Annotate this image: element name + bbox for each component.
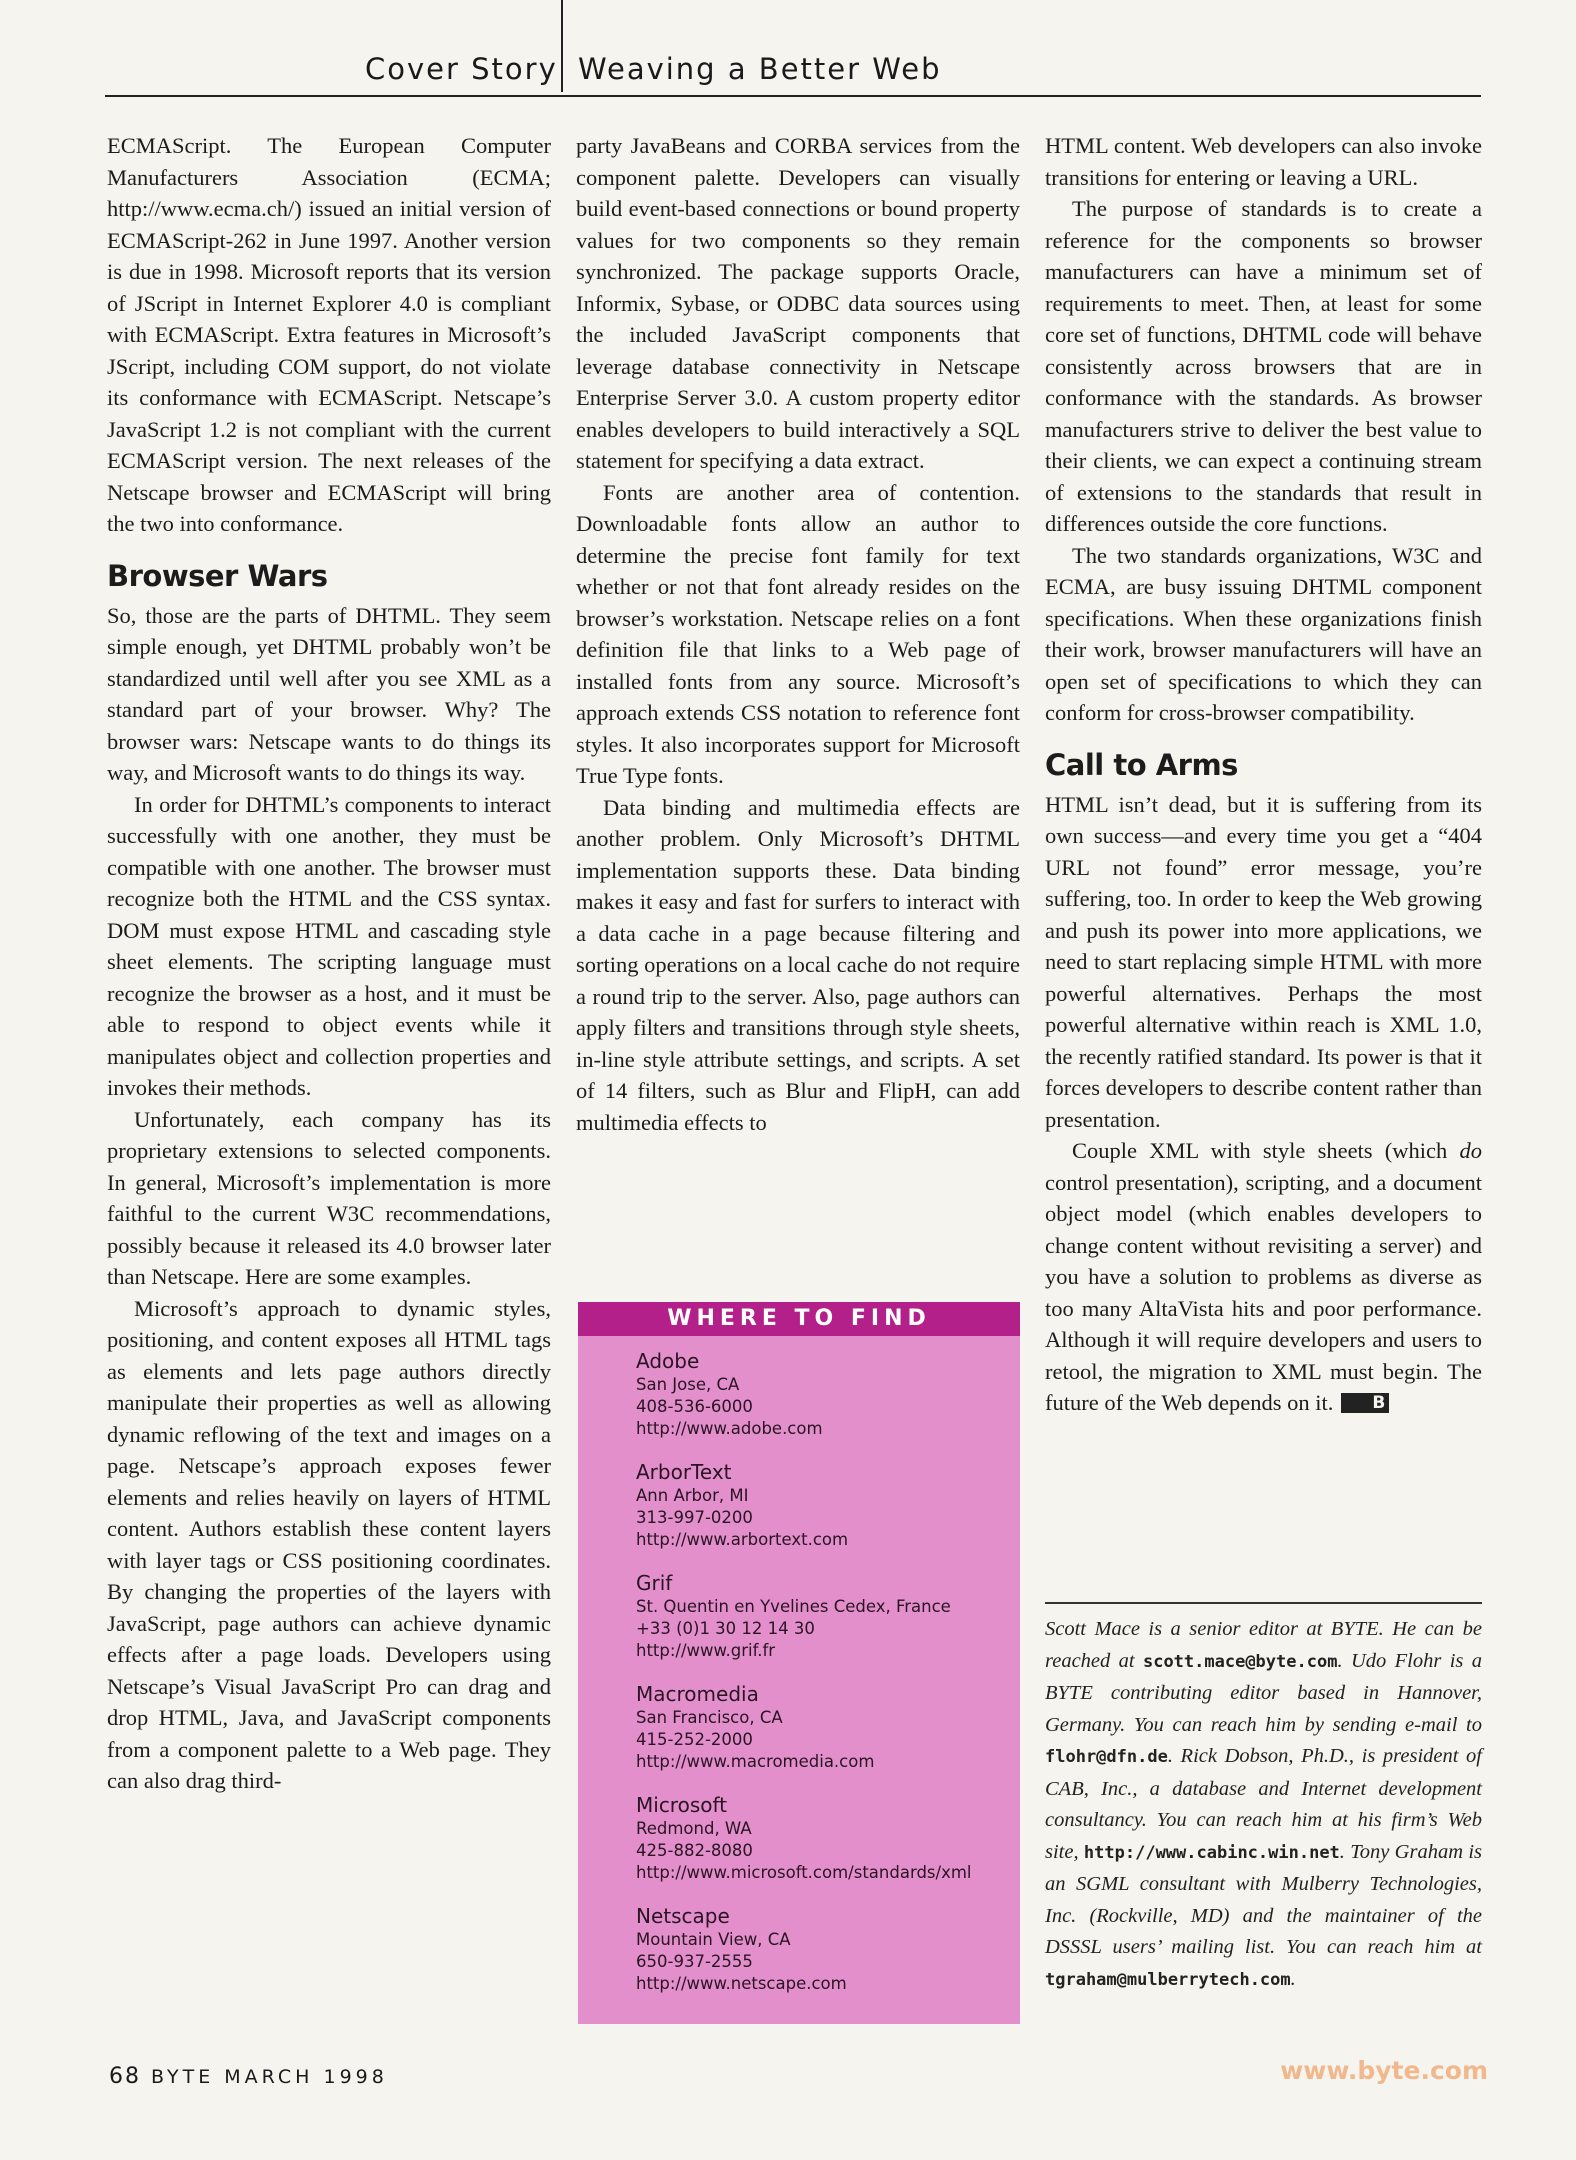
vendor-name: Adobe: [636, 1349, 700, 1373]
vendor-city: Ann Arbor, MI: [636, 1486, 749, 1505]
bio-text: .: [1290, 1967, 1296, 1990]
header-divider: [561, 0, 563, 92]
paragraph: Microsoft’s approach to dynamic styles, positioning, and content exposes all HTML tags as elements and lets page authors directly manipulate their properties as well as allowing dynamic reflowing of the text and images on a page. Netscape’s approach exposes fewer elements and relies heavily on layers of HTML content. Authors establish these content layers with layer tags or CSS positioning coordinates. By changing the properties of the layers with JavaScript, page authors can achieve dynamic effects after a page loads. Developers using Netscape’s Visual JavaScript Pro can drag and drop HTML, Java, and JavaScript components from a component palette to a Web page. They can also drag third-: [107, 1295, 551, 1793]
paragraph: HTML content. Web developers can also invoke transitions for entering or leaving a URL.: [1045, 133, 1482, 190]
email-link[interactable]: flohr@dfn.de: [1045, 1747, 1168, 1767]
footer-url[interactable]: www.byte.com: [1280, 2056, 1488, 2085]
paragraph: So, those are the parts of DHTML. They seem simple enough, yet DHTML probably won’t be standardized until well after you see XML as a standard part of your browser. Why? The browser wars: Netscape wants to do things its way, and Microsoft wants to do things its way.: [107, 602, 551, 785]
paragraph: The two standards organizations, W3C and ECMA, are busy issuing DHTML component specifications. When these organizations finish their work, browser manufacturers will have an open set of specifications to which they can conform for cross-browser compatibility.: [1045, 542, 1482, 725]
vendor-entry: [636, 1570, 1020, 1662]
paragraph: ECMAScript. The European Computer Manufacturers Association (ECMA; http://www.ecma.ch/) issued an initial version of ECMAScript-262 in June 1997. Another version is due in 1998. Microsoft reports that its version of JScript in Internet Explorer 4.0 is compliant with ECMAScript. Extra features in Microsoft’s JScript, including COM support, do not violate its conformance with ECMAScript. Netscape’s JavaScript 1.2 is not compliant with the current ECMAScript version. The next releases of the Netscape browser and ECMAScript will bring the two into conformance.: [107, 133, 551, 536]
bio-text: Scott Mace is a senior editor at BYTE. He can be reached at: [1045, 1618, 1482, 1672]
vendor-url[interactable]: http://www.macromedia.com: [636, 1752, 875, 1771]
emphasis: do: [1459, 1138, 1482, 1163]
vendor-url[interactable]: http://www.arbortext.com: [636, 1530, 849, 1549]
vendor-entry: [636, 1681, 1020, 1773]
vendor-entry: [636, 1903, 1020, 1995]
text-run: Couple XML with style sheets (which: [1072, 1138, 1460, 1163]
article-title: Weaving a Better Web: [578, 52, 942, 86]
paragraph: party JavaBeans and CORBA services from the component palette. Developers can visually build event-based connections or bound property values for two components so they remain synchronized. The package supports Oracle, Informix, Sybase, or ODBC data sources using the included JavaScript components that leverage database connectivity in Netscape Enterprise Server 3.0. A custom property editor enables developers to build interactively a SQL statement for specifying a data extract.: [576, 133, 1020, 473]
paragraph: HTML isn’t dead, but it is suffering from its own success—and every time you get a “404 URL not found” error message, you’re suffering, too. In order to keep the Web growing and push its power into more applications, we need to start replacing simple HTML with more powerful alternatives. Perhaps the most powerful alternative within reach is XML 1.0, the recently ratified standard. Its power is that it forces developers to describe content rather than presentation.: [1045, 791, 1482, 1132]
vendor-list: [578, 1336, 1020, 1995]
vendor-phone: 425-882-8080: [636, 1841, 753, 1860]
bio-rule: [1045, 1602, 1482, 1604]
author-bio: [1045, 1614, 1482, 1996]
vendor-url[interactable]: http://www.microsoft.com/standards/xml: [636, 1863, 972, 1882]
vendor-entry: [636, 1348, 1020, 1440]
vendor-city: Redmond, WA: [636, 1819, 752, 1838]
paragraph: [1045, 1135, 1482, 1419]
section-label: Cover Story: [365, 52, 558, 86]
vendor-entry: [636, 1792, 1020, 1884]
column-1: [107, 130, 551, 1797]
heading-browser-wars: Browser Wars: [107, 558, 328, 593]
vendor-name: Microsoft: [636, 1793, 728, 1817]
heading-call-to-arms: Call to Arms: [1045, 747, 1238, 782]
text-run: control presentation), scripting, and a document object model (which enables developers to change content without revisiting a server) and you have a solution to problems as diverse as too many AltaVista hits and poor performance. Although it will require developers and users to retool, the migration to XML must begin. The future of the Web depends on it.: [1045, 1169, 1482, 1415]
paragraph: In order for DHTML’s components to interact successfully with one another, they must be compatible with one another. The browser must recognize both the HTML and the CSS syntax. DOM must expose HTML and cascading style sheet elements. The scripting language must recognize the browser as a host, and it must be able to respond to object events while it manipulates object and collection properties and invokes their methods.: [107, 791, 551, 1100]
paragraph: The purpose of standards is to create a reference for the components so browser manufacturers can have a minimum set of requirements to meet. Then, at least for some core set of functions, DHTML code will behave consistently across browsers that are in conformance with the standards. As browser manufacturers strive to deliver the best value to their clients, we can expect a continuing stream of extensions to the standards that result in differences outside the core functions.: [1045, 196, 1482, 536]
vendor-city: St. Quentin en Yvelines Cedex, France: [636, 1597, 951, 1616]
page-footer: [109, 2064, 388, 2089]
paragraph: Data binding and multimedia effects are another problem. Only Microsoft’s DHTML implementation supports these. Data binding makes it easy and fast for surfers to interact with a data cache in a page because filtering and sorting operations on a local cache do not require a round trip to the server. Also, page authors can apply filters and transitions through style sheets, in-line style attribute settings, and scripts. A set of 14 filters, such as Blur and FlipH, can add multimedia effects to: [576, 794, 1020, 1135]
vendor-city: San Jose, CA: [636, 1375, 740, 1394]
paragraph: Unfortunately, each company has its proprietary extensions to selected components. In general, Microsoft’s implementation is more faithful to the current W3C recommendations, possibly because it released its 4.0 browser later than Netscape. Here are some examples.: [107, 1106, 551, 1289]
vendor-url[interactable]: http://www.adobe.com: [636, 1419, 823, 1438]
vendor-phone: 313-997-0200: [636, 1508, 753, 1527]
bio-text: . Udo Flohr is a BYTE contributing editor based in Hannover, Germany. You can reach him by sending e-mail to: [1045, 1649, 1482, 1736]
website-link[interactable]: http://www.cabinc.win.net: [1083, 1842, 1340, 1863]
column-3: [1045, 130, 1482, 1419]
vendor-name: ArborText: [636, 1460, 732, 1484]
vendor-entry: [636, 1459, 1020, 1551]
vendor-name: Grif: [636, 1571, 673, 1595]
bio-text: . Tony Graham is an SGML consultant with Mulberry Technologies, Inc. (Rockville, MD) and the maintainer of the DSSSL users’ mailing list. You can reach him at: [1045, 1840, 1482, 1958]
vendor-name: Macromedia: [636, 1682, 759, 1706]
vendor-city: San Francisco, CA: [636, 1708, 783, 1727]
column-2: [576, 130, 1020, 1138]
page-number: 68: [109, 2064, 141, 2089]
issue-line: BYTE MARCH 1998: [151, 2066, 388, 2088]
header-rule: [105, 95, 1481, 97]
vendor-phone: +33 (0)1 30 12 14 30: [636, 1619, 815, 1638]
byte-end-mark-icon: B: [1341, 1393, 1389, 1413]
email-link[interactable]: tgraham@mulberrytech.com: [1045, 1969, 1291, 1990]
vendor-name: Netscape: [636, 1904, 730, 1928]
vendor-url[interactable]: http://www.grif.fr: [636, 1641, 776, 1660]
email-link[interactable]: scott.mace@byte.com: [1142, 1651, 1338, 1672]
where-to-find-title: WHERE TO FIND: [578, 1302, 1020, 1336]
where-to-find-box: [578, 1302, 1020, 2024]
vendor-phone: 650-937-2555: [636, 1952, 753, 1971]
paragraph: Fonts are another area of contention. Downloadable fonts allow an author to determine the precise font family for text whether or not that font already resides on the browser’s workstation. Netscape relies on a font definition file that links to a Web page of installed fonts from any source. Microsoft’s approach extends CSS notation to reference font styles. It also incorporates support for Microsoft True Type fonts.: [576, 479, 1020, 788]
vendor-phone: 408-536-6000: [636, 1397, 753, 1416]
vendor-city: Mountain View, CA: [636, 1930, 791, 1949]
vendor-url[interactable]: http://www.netscape.com: [636, 1974, 847, 1993]
vendor-phone: 415-252-2000: [636, 1730, 753, 1749]
bio-text: . Rick Dobson, Ph.D., is president of CAB, Inc., a database and Internet development consultancy. You can reach him at his firm’s Web site,: [1045, 1745, 1482, 1863]
